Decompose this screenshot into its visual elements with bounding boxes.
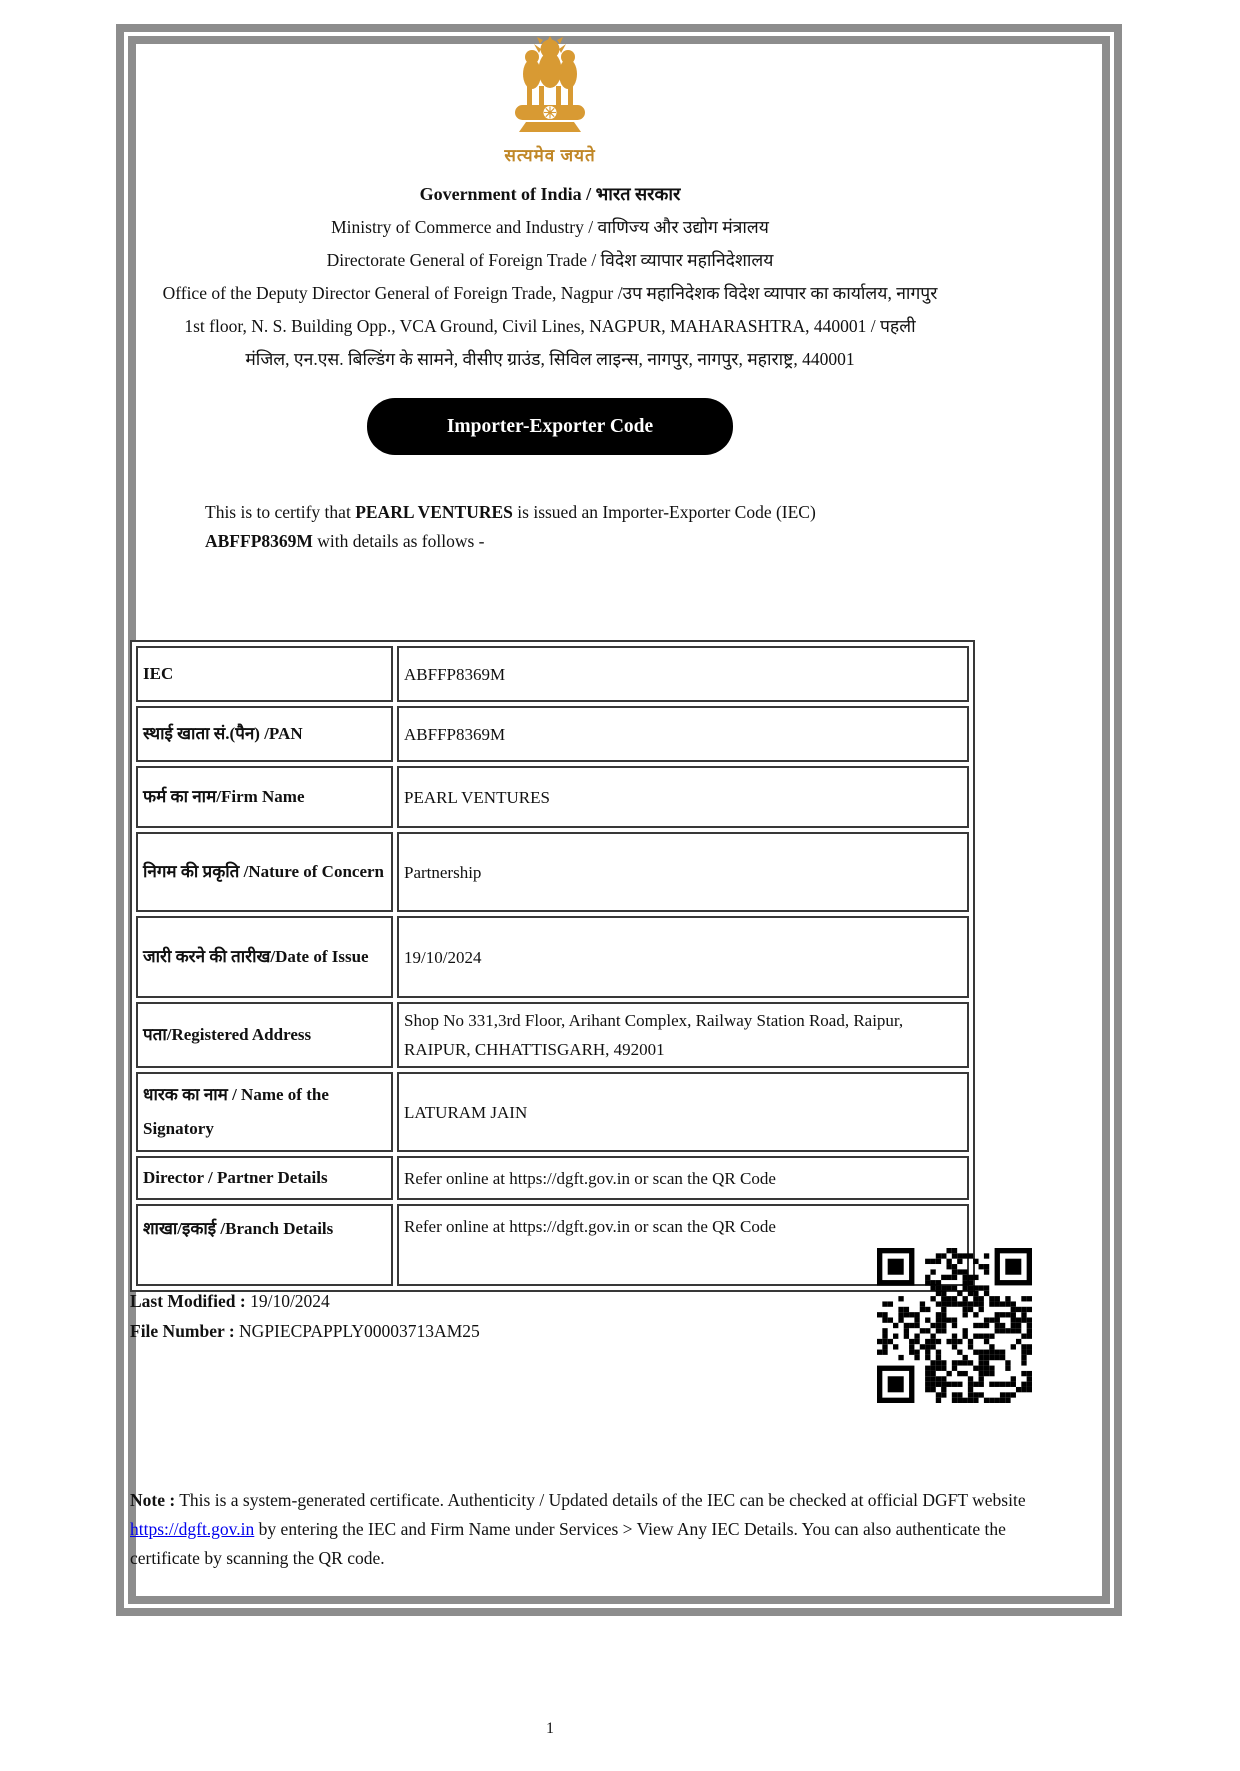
qr-code xyxy=(877,1248,1032,1403)
row-label: धारक का नाम / Name of the Signatory xyxy=(136,1072,393,1152)
table-row xyxy=(136,706,969,762)
row-value: PEARL VENTURES xyxy=(397,766,969,828)
iec-code: ABFFP8369M xyxy=(205,531,313,551)
table-row xyxy=(136,646,969,702)
table-row xyxy=(136,832,969,912)
note-part2: by entering the IEC and Firm Name under Services > View Any IEC Details. You can also authenticate the certificate by scanning the QR code. xyxy=(130,1519,1006,1568)
certify-part3: with details as follows - xyxy=(312,531,485,551)
row-value: ABFFP8369M xyxy=(397,646,969,702)
row-label: Director / Partner Details xyxy=(136,1156,393,1200)
table-row xyxy=(136,916,969,998)
file-number-value: NGPIECPAPPLY00003713AM25 xyxy=(239,1321,480,1341)
meta-block xyxy=(130,1286,480,1346)
certify-part1: This is to certify that xyxy=(205,502,356,522)
certificate-header xyxy=(138,0,962,455)
row-value: Shop No 331,3rd Floor, Arihant Complex, Railway Station Road, Raipur, RAIPUR, CHHATTISGARH, 492001 xyxy=(397,1002,969,1068)
row-value: 19/10/2024 xyxy=(397,916,969,998)
row-label: स्थाई खाता सं.(पैन) /PAN xyxy=(136,706,393,762)
title-badge: Importer-Exporter Code xyxy=(367,398,733,455)
table-row xyxy=(136,1204,969,1286)
row-value: Refer online at https://dgft.gov.in or scan the QR Code xyxy=(397,1156,969,1200)
file-number xyxy=(130,1316,480,1346)
last-modified-value: 19/10/2024 xyxy=(250,1291,330,1311)
row-value: LATURAM JAIN xyxy=(397,1072,969,1152)
header-line-address-hi: मंजिल, एन.एस. बिल्डिंग के सामने, वीसीए ग्राउंड, सिविल लाइन्स, नागपुर, नागपुर, महाराष्ट्र, 440001 xyxy=(245,349,855,369)
row-label: फर्म का नाम/Firm Name xyxy=(136,766,393,828)
row-label: निगम की प्रकृति /Nature of Concern xyxy=(136,832,393,912)
file-number-label: File Number : xyxy=(130,1321,235,1341)
emblem-motto: सत्यमेव जयते xyxy=(504,146,596,165)
row-label: शाखा/इकाई /Branch Details xyxy=(136,1204,393,1286)
row-value: ABFFP8369M xyxy=(397,706,969,762)
certify-paragraph xyxy=(205,498,911,556)
firm-name: PEARL VENTURES xyxy=(355,502,513,522)
header-line-directorate: Directorate General of Foreign Trade / विदेश व्यापार महानिदेशालय xyxy=(326,250,774,270)
note-part1: This is a system-generated certificate. Authenticity / Updated details of the IEC can be checked at official DGFT website xyxy=(175,1490,1026,1510)
note-paragraph xyxy=(130,1486,1062,1573)
details-table xyxy=(130,640,975,1292)
table-row xyxy=(136,1072,969,1152)
page-number: 1 xyxy=(546,1720,554,1737)
header-line-ministry: Ministry of Commerce and Industry / वाणिज्य और उद्योग मंत्रालय xyxy=(331,217,769,237)
note-label: Note : xyxy=(130,1490,176,1510)
row-value: Partnership xyxy=(397,832,969,912)
table-row xyxy=(136,1156,969,1200)
header-line-office: Office of the Deputy Director General of Foreign Trade, Nagpur /उप महानिदेशक विदेश व्यापार का कार्यालय, नागपुर xyxy=(162,283,938,303)
header-line-address-en: 1st floor, N. S. Building Opp., VCA Ground, Civil Lines, NAGPUR, MAHARASHTRA, 440001 / पहली xyxy=(184,316,916,336)
row-label: पता/Registered Address xyxy=(136,1002,393,1068)
table-row xyxy=(136,1002,969,1068)
row-label: IEC xyxy=(136,646,393,702)
dgft-link[interactable]: https://dgft.gov.in xyxy=(130,1519,255,1539)
ashoka-emblem-icon xyxy=(138,34,962,141)
certify-part2: is issued an Importer-Exporter Code (IEC) xyxy=(512,502,816,522)
row-label: जारी करने की तारीख/Date of Issue xyxy=(136,916,393,998)
table-row xyxy=(136,766,969,828)
last-modified-label: Last Modified : xyxy=(130,1291,246,1311)
last-modified xyxy=(130,1286,480,1316)
row-value: Refer online at https://dgft.gov.in or scan the QR Code xyxy=(397,1204,969,1286)
header-line-government: Government of India / भारत सरकार xyxy=(419,184,681,204)
